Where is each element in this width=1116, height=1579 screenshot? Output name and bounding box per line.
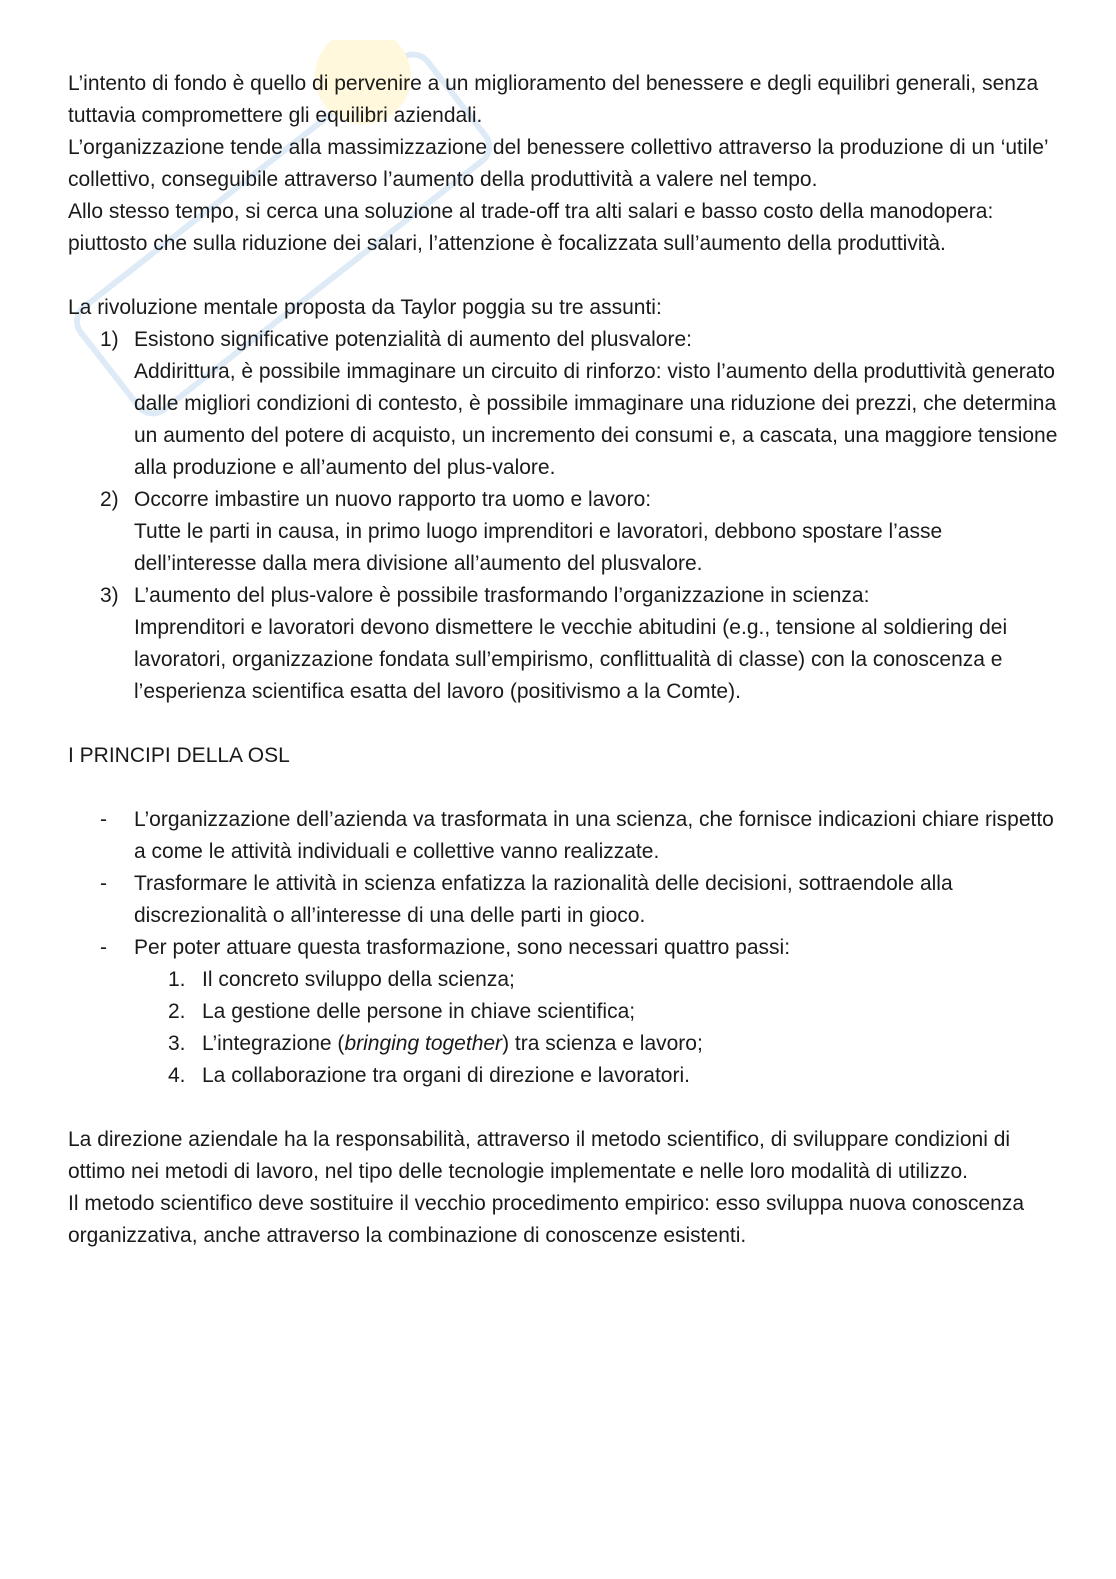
assumption-body: Tutte le parti in causa, in primo luogo imprenditori e lavoratori, debbono spostare l’asse dell’interesse dalla mera divisione all’aumento del plusvalore.: [134, 520, 943, 575]
list-number: 2): [100, 488, 119, 511]
taylor-lead: La rivoluzione mentale proposta da Taylor poggia su tre assunti:: [68, 296, 662, 319]
step-number: 2.: [168, 1000, 186, 1023]
principle-text: Per poter attuare questa trasformazione, sono necessari quattro passi:: [134, 936, 791, 959]
step-item: [134, 964, 1058, 996]
closing-paragraph: Il metodo scientifico deve sostituire il vecchio procedimento empirico: esso sviluppa nuova conoscenza organizzativa, anche attraverso la combinazione di conoscenze esistenti.: [68, 1192, 1024, 1247]
dash-bullet: -: [100, 808, 107, 831]
dash-bullet: -: [100, 872, 107, 895]
steps-list: [134, 964, 1058, 1092]
principle-text: L’organizzazione dell’azienda va trasformata in una scienza, che fornisce indicazioni chiare rispetto a come le attività individuali e collettive vanno realizzate.: [134, 808, 1054, 863]
list-number: 1): [100, 328, 119, 351]
step-number: 3.: [168, 1032, 186, 1055]
principles-list: [68, 804, 1058, 1092]
step-item: [134, 1060, 1058, 1092]
assumption-heading: L’aumento del plus-valore è possibile trasformando l’organizzazione in scienza:: [134, 584, 870, 607]
assumption-item: [68, 484, 1058, 580]
principle-item: [68, 932, 1058, 1092]
principle-item: [68, 868, 1058, 932]
assumption-body: Imprenditori e lavoratori devono dismettere le vecchie abitudini (e.g., tensione al soldiering dei lavoratori, organizzazione fondata sull’empirismo, conflittualità di classe) con la conoscenza e l’esperienza scientifica esatta del lavoro (positivismo a la Comte).: [134, 616, 1008, 703]
principle-text: Trasformare le attività in scienza enfatizza la razionalità delle decisioni, sottraendole alla discrezionalità o all’interesse di una delle parti in gioco.: [134, 872, 953, 927]
section-title: I PRINCIPI DELLA OSL: [68, 744, 290, 767]
closing-paragraph: La direzione aziendale ha la responsabilità, attraverso il metodo scientifico, di sviluppare condizioni di ottimo nei metodi di lavoro, nel tipo delle tecnologie implementate e nelle loro modalità di utilizzo.: [68, 1128, 1011, 1183]
assumption-heading: Esistono significative potenzialità di aumento del plusvalore:: [134, 328, 692, 351]
closing-section: [68, 1124, 1058, 1252]
list-number: 3): [100, 584, 119, 607]
taylor-section: [68, 292, 1058, 708]
intro-paragraph: L’organizzazione tende alla massimizzazione del benessere collettivo attraverso la produzione di un ‘utile’ collettivo, conseguibile attraverso l’aumento della produttività a valere nel tempo.: [68, 136, 1048, 191]
step-number: 1.: [168, 968, 186, 991]
assumptions-list: [68, 324, 1058, 708]
step-number: 4.: [168, 1064, 186, 1087]
step-text: La collaborazione tra organi di direzione e lavoratori.: [202, 1064, 690, 1087]
assumption-heading: Occorre imbastire un nuovo rapporto tra uomo e lavoro:: [134, 488, 652, 511]
document-page: [68, 68, 1058, 1252]
intro-section: [68, 68, 1058, 260]
principle-item: [68, 804, 1058, 868]
intro-paragraph: Allo stesso tempo, si cerca una soluzione al trade-off tra alti salari e basso costo della manodopera: piuttosto che sulla riduzione dei salari, l’attenzione è focalizzata sull’aumento della produttività.: [68, 200, 994, 255]
step-text-italic: bringing together: [344, 1032, 503, 1055]
step-text: La gestione delle persone in chiave scientifica;: [202, 1000, 636, 1023]
principles-section: [68, 740, 1058, 1092]
step-item: [134, 1028, 1058, 1060]
step-item: [134, 996, 1058, 1028]
dash-bullet: -: [100, 936, 107, 959]
intro-paragraph: L’intento di fondo è quello di pervenire a un miglioramento del benessere e degli equilibri generali, senza tuttavia compromettere gli equilibri aziendali.: [68, 72, 1039, 127]
assumption-item: [68, 580, 1058, 708]
step-text: Il concreto sviluppo della scienza;: [202, 968, 515, 991]
step-text-before: L’integrazione (: [202, 1032, 345, 1055]
step-text-after: ) tra scienza e lavoro;: [502, 1032, 703, 1055]
assumption-body: Addirittura, è possibile immaginare un circuito di rinforzo: visto l’aumento della produttività generato dalle migliori condizioni di contesto, è possibile immaginare una riduzione dei prezzi, che determina un aumento del potere di acquisto, un incremento dei consumi e, a cascata, una maggiore tensione alla produzione e all’aumento del plus-valore.: [134, 360, 1058, 479]
assumption-item: [68, 324, 1058, 484]
